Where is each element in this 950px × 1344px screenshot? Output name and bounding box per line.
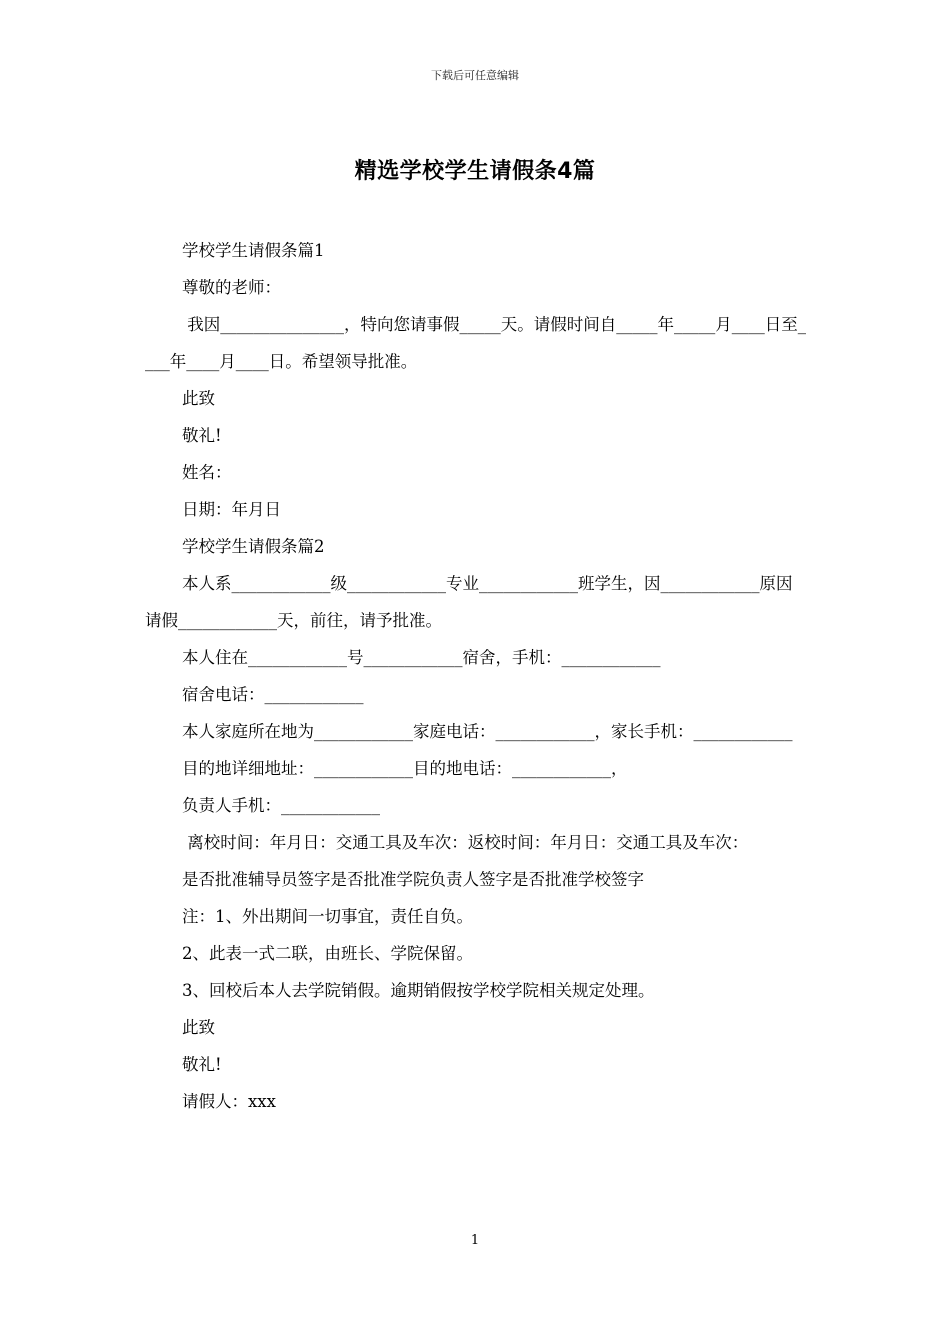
contact-phone-text: 负责人手机：____________ [182, 796, 380, 815]
destination-text: 目的地详细地址：____________目的地电话：____________， [182, 759, 628, 778]
header-note: 下载后可任意编辑 [431, 69, 519, 82]
note-2: 2、此表一式二联，由班长、学院保留。 [182, 944, 473, 963]
note-1: 注：1、外出期间一切事宜，责任自负。 [182, 907, 473, 926]
closing-jingli-2: 敬礼! [182, 1055, 222, 1074]
leave-request-text: 我因_______________，特向您请事假_____天。请假时间自_____年_____月____日至____年____月____日。希望领导批准。 [145, 315, 806, 371]
page-number: 1 [470, 1233, 480, 1248]
closing-cizhi: 此致 [182, 389, 215, 408]
dorm-phone-text: 宿舍电话：____________ [182, 685, 364, 704]
closing-jingli: 敬礼! [182, 426, 222, 445]
section-heading-1: 学校学生请假条篇1 [182, 241, 325, 260]
student-info-text: 本人系____________级____________专业____________班学生，因____________原因请假____________天，前往，请予批准。 [145, 574, 793, 630]
section-heading-2: 学校学生请假条篇2 [182, 537, 325, 556]
dorm-info-text: 本人住在____________号____________宿舍，手机：____________ [182, 648, 661, 667]
note-3: 3、回校后本人去学院销假。逾期销假按学校学院相关规定处理。 [182, 981, 655, 1000]
home-info-text: 本人家庭所在地为____________家庭电话：____________，家长手机：____________ [182, 722, 793, 741]
applicant-line: 请假人：xxx [182, 1092, 276, 1111]
approval-signatures-text: 是否批准辅导员签字是否批准学院负责人签字是否批准学校签字 [182, 870, 644, 889]
travel-time-text: 离校时间：年月日：交通工具及车次：返校时间：年月日：交通工具及车次： [182, 833, 749, 852]
name-line: 姓名： [182, 463, 232, 482]
date-line: 日期：年月日 [182, 500, 281, 519]
document-body [145, 232, 807, 1120]
document-title: 精选学校学生请假条4篇 [354, 159, 596, 184]
closing-cizhi-2: 此致 [182, 1018, 215, 1037]
salutation: 尊敬的老师： [182, 278, 281, 297]
